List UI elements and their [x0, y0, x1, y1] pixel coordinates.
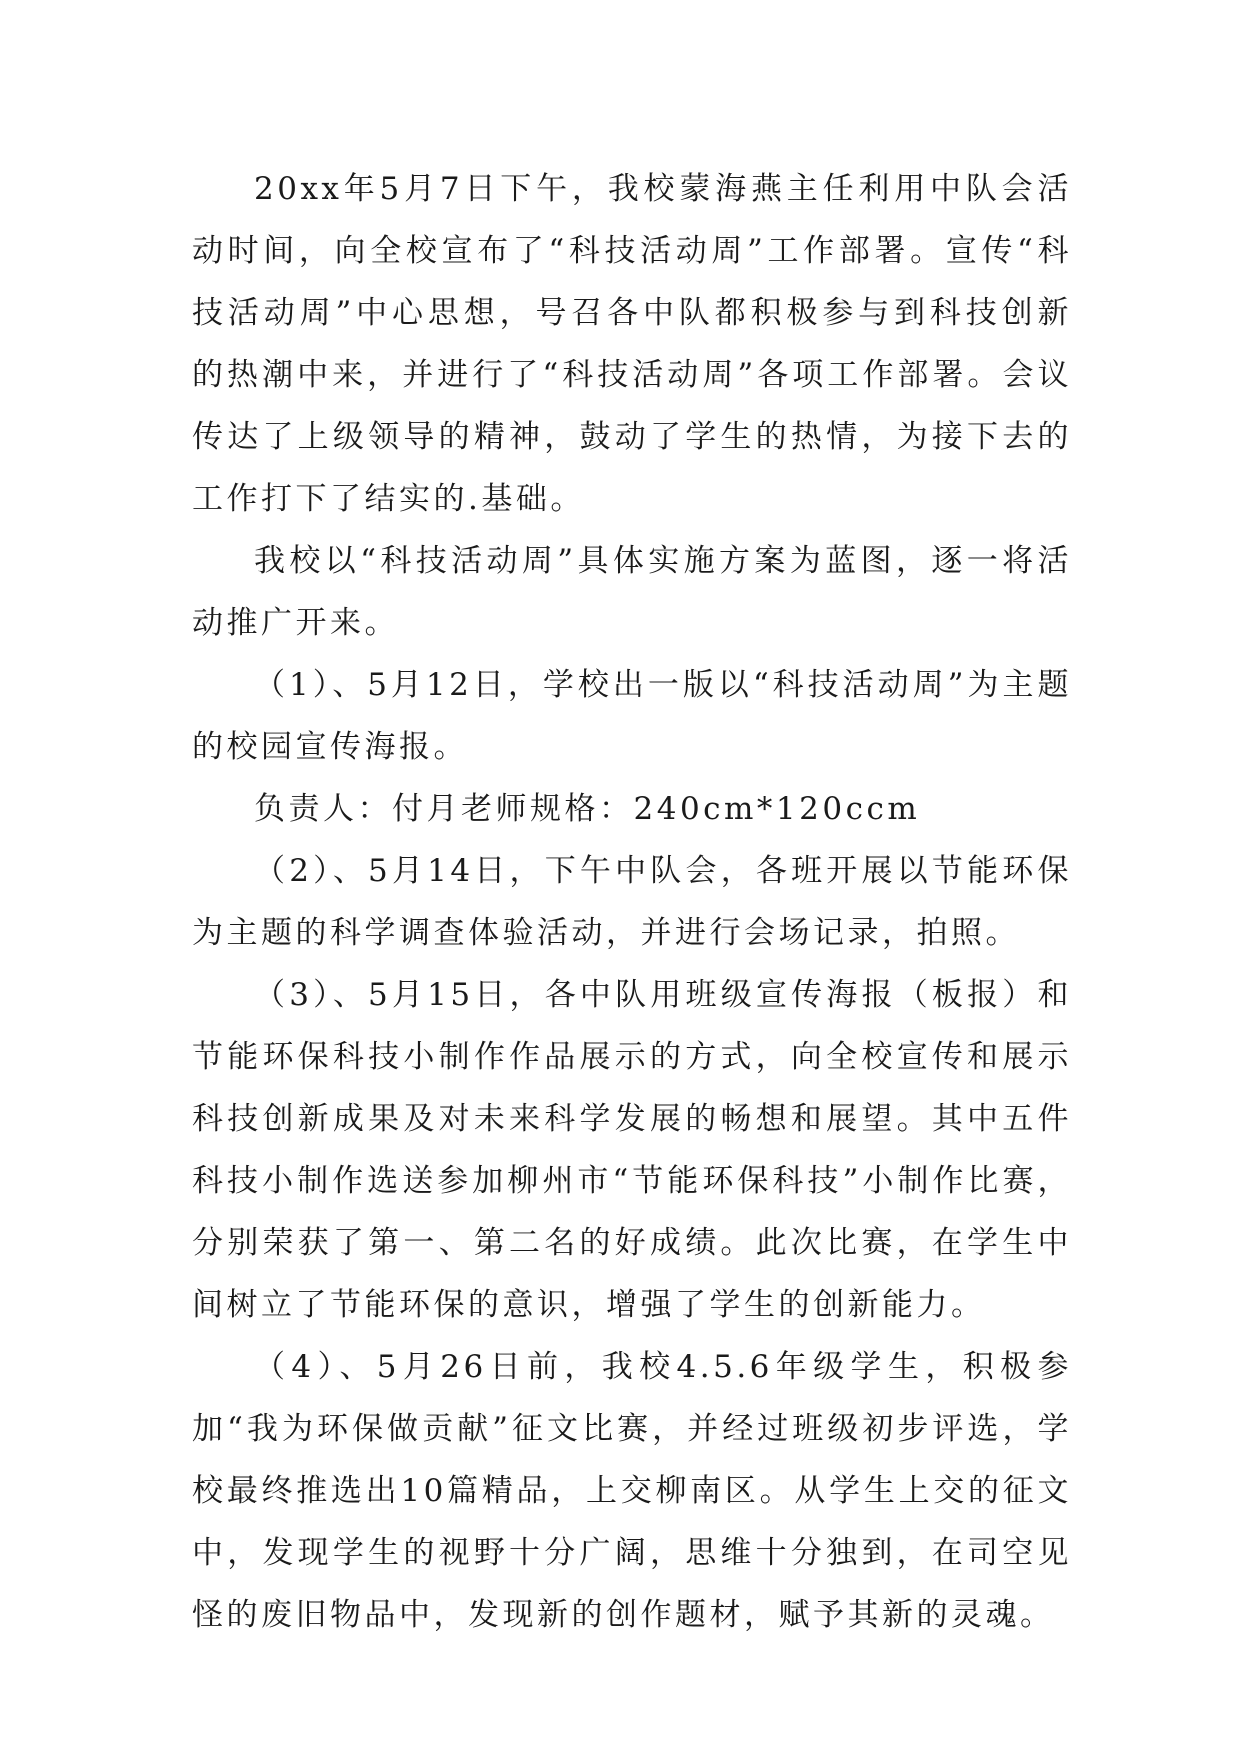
paragraph-item-3: （3）、5月15日，各中队用班级宣传海报（板报）和节能环保科技小制作作品展示的方式，向全校宣传和展示科技创新成果及对未来科学发展的畅想和展望。其中五件科技小制作选送参加柳州市“节能环保科技”小制作比赛，分别荣获了第一、第二名的好成绩。此次比赛，在学生中间树立了节能环保的意识，增强了学生的创新能力。 [192, 977, 1072, 1323]
paragraph-implementation: 我校以“科技活动周”具体实施方案为蓝图，逐一将活动推广开来。 [192, 543, 1072, 641]
paragraph-item-4: （4）、5月26日前，我校4.5.6年级学生，积极参加“我为环保做贡献”征文比赛，并经过班级初步评选，学校最终推选出10篇精品，上交柳南区。从学生上交的征文中，发现学生的视野十分广阔，思维十分独到，在司空见怪的废旧物品中，发现新的创作题材，赋予其新的灵魂。 [192, 1349, 1072, 1633]
paragraph-responsible-person: 负责人：付月老师规格：240cm*120ccm [254, 791, 921, 827]
paragraph-announcement: 20xx年5月7日下午，我校蒙海燕主任利用中队会活动时间，向全校宣布了“科技活动周”工作部署。宣传“科技活动周”中心思想，号召各中队都积极参与到科技创新的热潮中来，并进行了“科技活动周”各项工作部署。会议传达了上级领导的精神，鼓动了学生的热情，为接下去的工作打下了结实的.基础。 [192, 171, 1072, 517]
paragraph-item-1: （1）、5月12日，学校出一版以“科技活动周”为主题的校园宣传海报。 [192, 667, 1072, 765]
document-body [192, 158, 1072, 1646]
paragraph-item-2: （2）、5月14日，下午中队会，各班开展以节能环保为主题的科学调查体验活动，并进行会场记录，拍照。 [192, 853, 1072, 951]
